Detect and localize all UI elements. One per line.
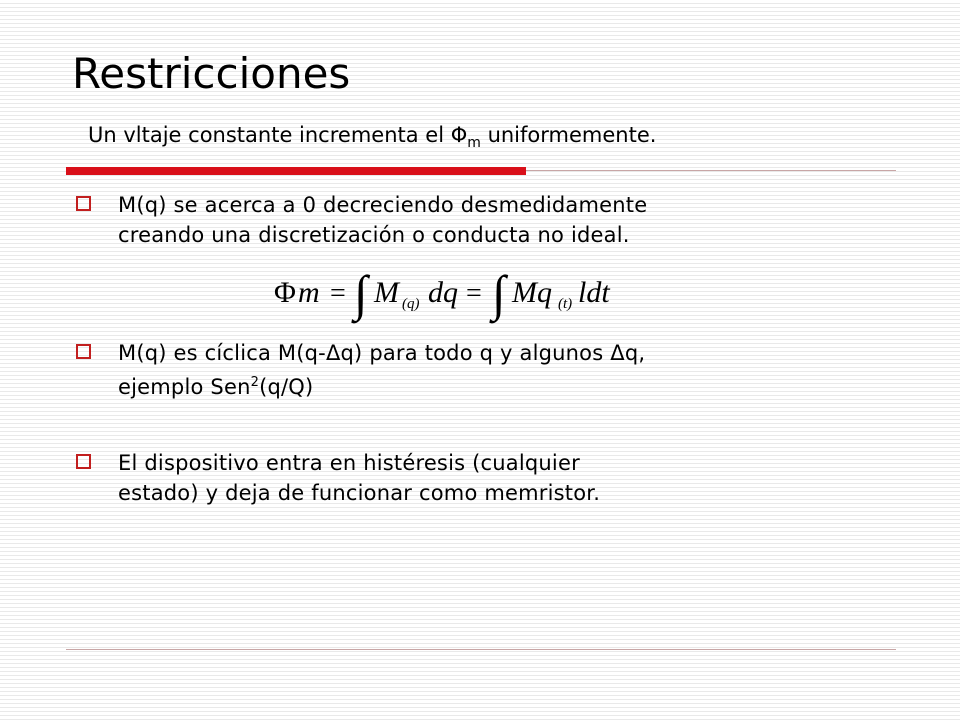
formula-integral: ∫: [354, 265, 368, 321]
formula-phi: Φ: [274, 276, 296, 309]
formula-M: M: [374, 276, 399, 309]
slide-title: Restricciones: [72, 49, 351, 98]
square-bullet-icon: [76, 196, 91, 211]
bullet-text: [118, 448, 892, 508]
bullet-line: creando una discretización o conducta no ideal.: [118, 223, 630, 247]
slide-subtitle: [88, 120, 656, 158]
formula-ldt: ldt: [578, 276, 610, 309]
bullet-line-text-end: (q/Q): [259, 375, 314, 399]
bullet-line: [118, 368, 892, 402]
bullet-line: El dispositivo entra en histéresis (cualquier: [118, 451, 580, 475]
bullet-text: [118, 190, 892, 250]
bullet-item: [72, 448, 892, 508]
square-bullet-icon: [76, 344, 91, 359]
superscript: 2: [250, 375, 260, 390]
bullet-line: estado) y deja de funcionar como memristor.: [118, 481, 601, 505]
title-underline-gray: [526, 170, 896, 171]
footer-rule: [66, 649, 896, 650]
formula-integral-2: ∫: [492, 265, 506, 321]
bullet-line: M(q) es cíclica M(q-Δq) para todo q y algunos Δq,: [118, 341, 646, 365]
bullet-item: [72, 338, 892, 402]
bullet-line: M(q) se acerca a 0 decreciendo desmedidamente: [118, 193, 648, 217]
flux-integral-formula: [270, 262, 650, 326]
bullet-item: [72, 190, 892, 250]
formula-sub-q: (q): [402, 296, 420, 312]
bullet-text: [118, 338, 892, 402]
subtitle-subscript: m: [467, 135, 481, 151]
formula-Mq: Mq: [512, 276, 552, 309]
formula-dq: dq: [428, 276, 458, 309]
bullet-line-text: ejemplo Sen: [118, 375, 251, 399]
formula-equals: =: [330, 278, 346, 309]
square-bullet-icon: [76, 454, 91, 469]
title-underline-red: [66, 167, 526, 175]
formula-equals-2: =: [466, 278, 482, 309]
formula-sub-t: (t): [558, 296, 573, 312]
formula-m: m: [298, 276, 320, 309]
subtitle-text-end: uniformemente.: [480, 123, 657, 147]
subtitle-text: Un vltaje constante incrementa el Φ: [88, 123, 468, 147]
